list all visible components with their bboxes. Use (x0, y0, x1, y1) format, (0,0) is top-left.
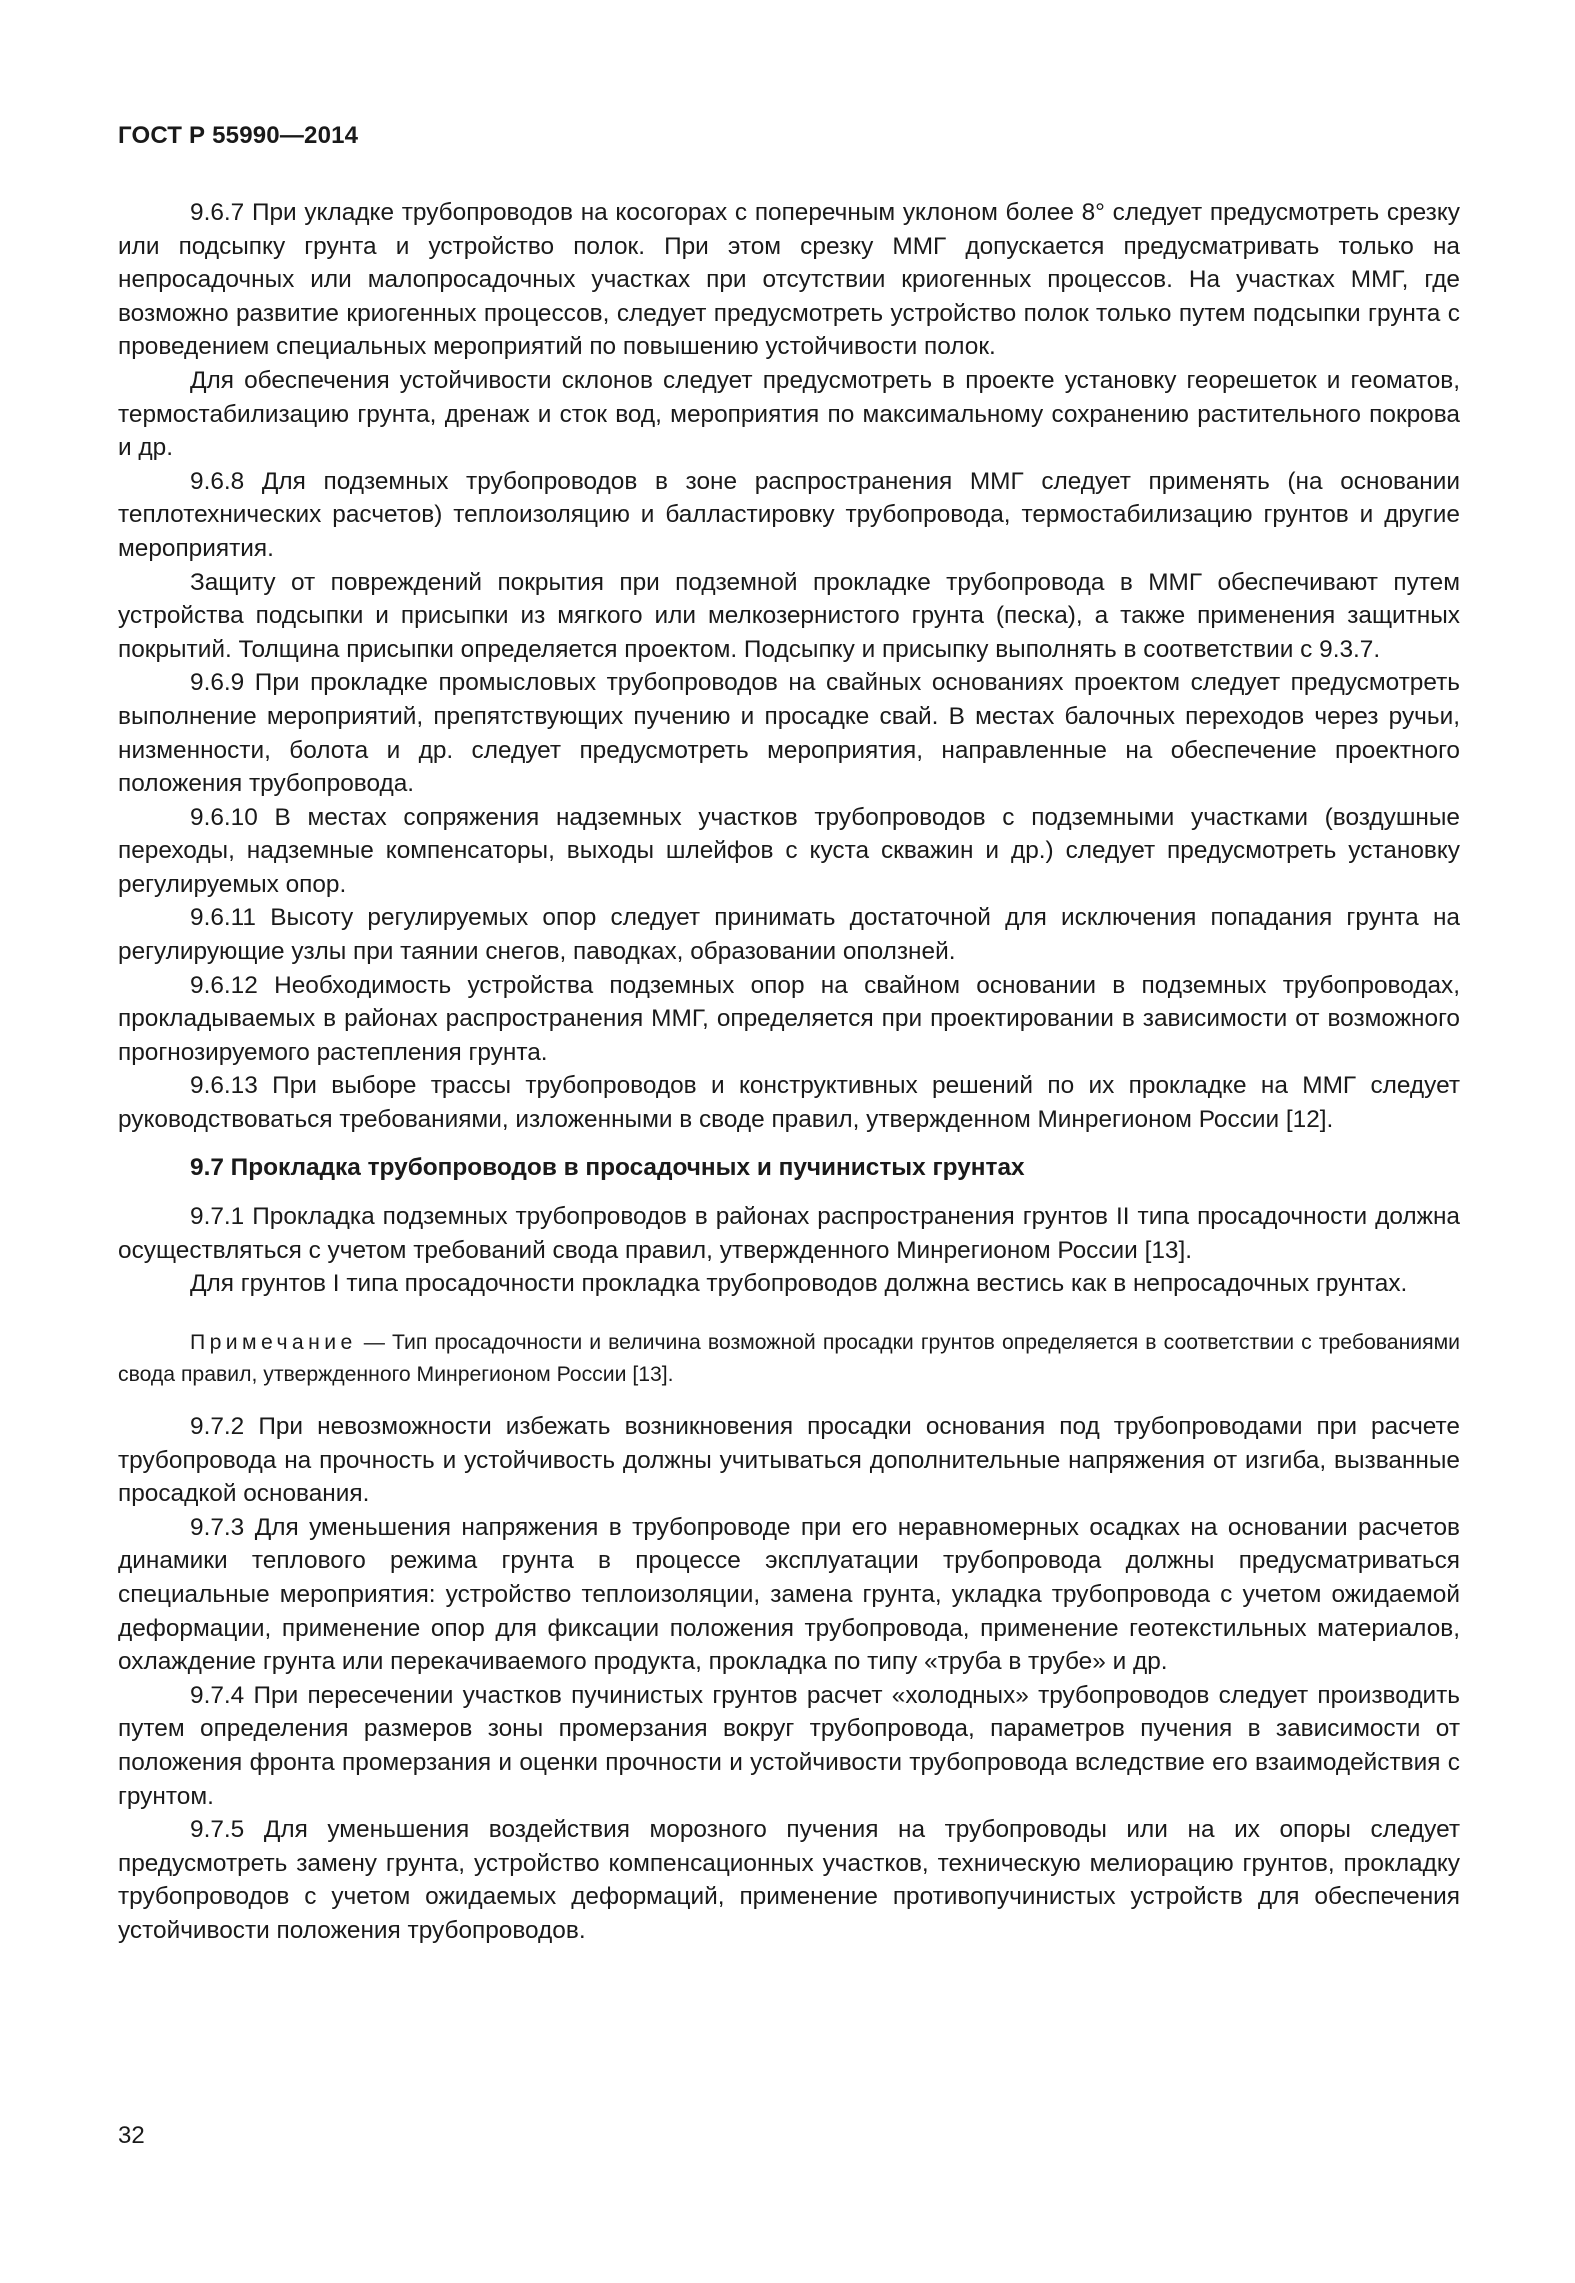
paragraph-9-7-3: 9.7.3 Для уменьшения напряжения в трубопроводе при его неравномерных осадках на основании расчетов динамики теплового режима грунта в процессе эксплуатации трубопровода должны предусматриваться специальные мероприятия: устройство теплоизоляции, замена грунта, укладка трубопровода с учетом ожидаемой деформации, применение опор для фиксации положения трубопровода, применение геотекстильных материалов, охлаждение грунта или перекачиваемого продукта, прокладка по типу «труба в трубе» и др. (118, 1513, 1460, 1676)
paragraph-9-6-10: 9.6.10 В местах сопряжения надземных участков трубопроводов с подземными участками (воздушные переходы, надземные компенсаторы, выходы шлейфов с куста скважин и др.) следует предусмотреть установку регулируемых опор. (118, 803, 1460, 898)
paragraph-type-one-soils: Для грунтов I типа просадочности прокладка трубопроводов должна вестись как в непросадочных грунтах. (190, 1270, 1408, 1298)
note-label: Примечание (190, 1331, 357, 1354)
section-heading-9-7: 9.7 Прокладка трубопроводов в просадочных и пучинистых грунтах (190, 1153, 1025, 1181)
paragraph-9-7-2: 9.7.2 При невозможности избежать возникновения просадки основания под трубопроводами при расчете трубопровода на прочность и устойчивость должны учитываться дополнительные напряжения от изгиба, вызванные просадкой основания. (118, 1413, 1460, 1508)
paragraph-coating-protection: Защиту от повреждений покрытия при подземной прокладке трубопровода в ММГ обеспечивают путем устройства подсыпки и присыпки из мягкого или мелкозернистого грунта (песка), а также применения защитных покрытий. Толщина присыпки определяется проектом. Подсыпку и присыпку выполнять в соответствии с 9.3.7. (118, 568, 1460, 663)
paragraph-9-6-7: 9.6.7 При укладке трубопроводов на косогорах с поперечным уклоном более 8° следует предусмотреть срезку или подсыпку грунта и устройство полок. При этом срезку ММГ допускается предусматривать только на непросадочных или малопросадочных участках при отсутствии криогенных процессов. На участках ММГ, где возможно развитие криогенных процессов, следует предусмотреть устройство полок только путем подсыпки грунта с проведением специальных мероприятий по повышению устойчивости полок. (118, 199, 1460, 361)
paragraph-slope-stability: Для обеспечения устойчивости склонов следует предусмотреть в проекте установку георешеток и геоматов, термостабилизацию грунта, дренаж и сток вод, мероприятия по максимальному сохранению растительного покрова и др. (118, 366, 1460, 462)
paragraph-9-6-9: 9.6.9 При прокладке промысловых трубопроводов на свайных основаниях проектом следует предусмотреть выполнение мероприятий, препятствующих пучению и просадке свай. В местах балочных переходов через ручьи, низменности, болота и др. следует предусмотреть мероприятия, направленные на обеспечение проектного положения трубопровода. (118, 669, 1460, 798)
paragraph-9-6-8: 9.6.8 Для подземных трубопроводов в зоне распространения ММГ следует применять (на основании теплотехнических расчетов) теплоизоляцию и балластировку трубопровода, термостабилизацию грунтов и другие мероприятия. (118, 467, 1460, 562)
page-number: 32 (118, 2122, 145, 2149)
paragraph-9-7-5: 9.7.5 Для уменьшения воздействия морозного пучения на трубопроводы или на их опоры следует предусмотреть замену грунта, устройство компенсационных участков, техническую мелиорацию грунтов, прокладку трубопроводов с учетом ожидаемых деформаций, применение противопучинистых устройств для обеспечения устойчивости положения трубопроводов. (118, 1816, 1460, 1944)
paragraph-9-6-11: 9.6.11 Высоту регулируемых опор следует принимать достаточной для исключения попадания грунта на регулирующие узлы при таянии снегов, паводках, образовании оползней. (118, 904, 1460, 966)
paragraph-9-7-1: 9.7.1 Прокладка подземных трубопроводов в районах распространения грунтов II типа просадочности должна осуществляться с учетом требований свода правил, утвержденного Минрегионом России [13]. (118, 1203, 1460, 1264)
paragraph-9-7-4: 9.7.4 При пересечении участков пучинистых грунтов расчет «холодных» трубопроводов следует производить путем определения размеров зоны промерзания вокруг трубопровода, параметров пучения в зависимости от положения фронта промерзания и оценки прочности и устойчивости трубопровода вследствие его взаимодействия с грунтом. (118, 1681, 1460, 1810)
note-text: — Тип просадочности и величина возможной просадки грунтов определяется в соответствии с требованиями свода правил, утвержденного Минрегионом России [13]. (118, 1331, 1460, 1386)
paragraph-9-6-12: 9.6.12 Необходимость устройства подземных опор на свайном основании в подземных трубопроводах, прокладываемых в районах распространения ММГ, определяется при проектировании в зависимости от возможного прогнозируемого растепления грунта. (118, 971, 1460, 1066)
paragraph-9-6-13: 9.6.13 При выборе трассы трубопроводов и конструктивных решений по их прокладке на ММГ следует руководствоваться требованиями, изложенными в своде правил, утвержденном Минрегионом России [12]. (118, 1072, 1460, 1134)
note (118, 1327, 1460, 1390)
document-code-header: ГОСТ Р 55990—2014 (118, 122, 359, 149)
document-body (118, 196, 1460, 1948)
